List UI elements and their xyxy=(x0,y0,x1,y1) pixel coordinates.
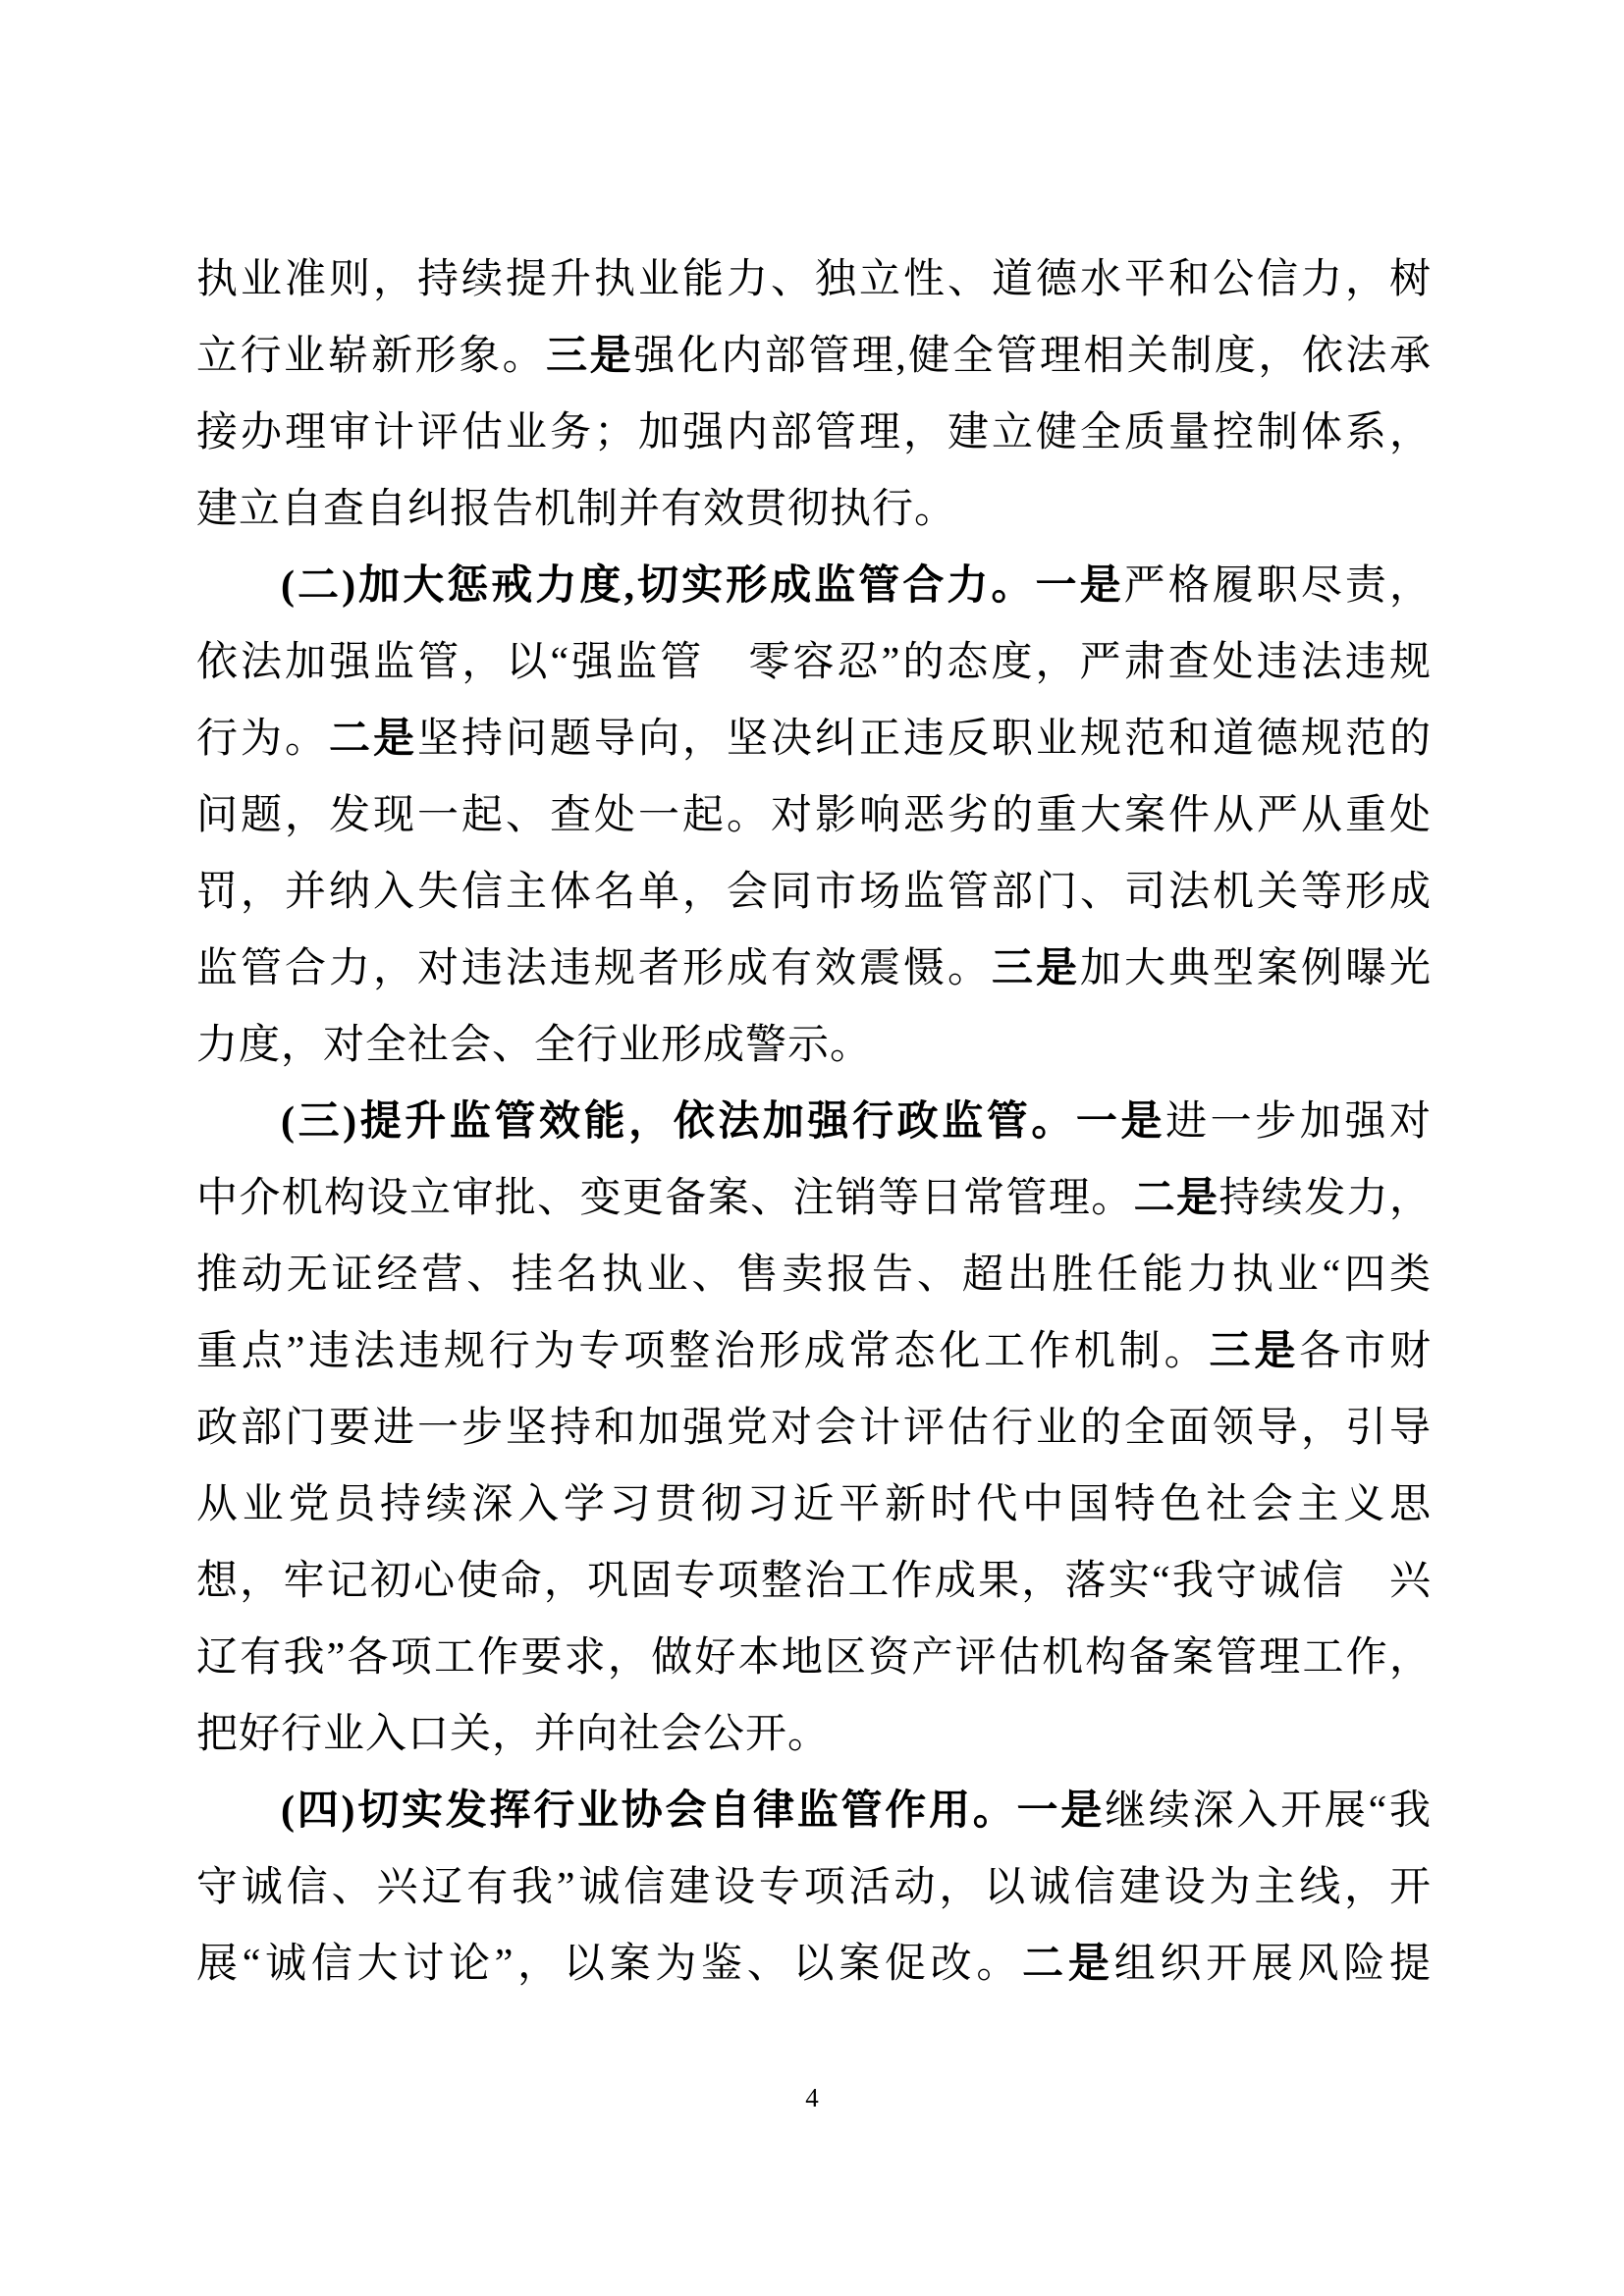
text-segment: 罚，并纳入失信主体名单，会同市场监管部门、司法机关等形成 xyxy=(196,870,1432,915)
text-segment: 想，牢记初心使命，巩固专项整治工作成果，落实“我守诚信 兴 xyxy=(196,1559,1432,1604)
text-segment: 问题，发现一起、查处一起。对影响恶劣的重大案件从严从重处 xyxy=(196,793,1432,838)
text-line-17 xyxy=(196,1467,1432,1543)
text-segment: 各市财 xyxy=(1299,1329,1432,1374)
text-segment: 立行业崭新形象。 xyxy=(196,334,547,379)
text-line-14 xyxy=(196,1237,1432,1313)
text-segment: 进一步加强对 xyxy=(1165,1099,1432,1145)
text-segment: 把好行业入口关，并向社会公开。 xyxy=(196,1712,831,1757)
bold-text-segment: 三是 xyxy=(546,334,634,379)
text-segment: 持续发力， xyxy=(1218,1176,1432,1221)
bold-text-segment: (三)提升监管效能，依法加强行政监管。一是 xyxy=(281,1099,1166,1145)
text-segment: 辽有我”各项工作要求，做好本地区资产评估机构备案管理工作， xyxy=(196,1635,1432,1681)
text-segment: 行为。 xyxy=(196,717,329,762)
text-segment: 政部门要进一步坚持和加强党对会计评估行业的全面领导，引导 xyxy=(196,1406,1432,1451)
document-body xyxy=(196,241,1432,2002)
text-line-6 xyxy=(196,624,1432,701)
text-line-23 xyxy=(196,1926,1432,2002)
text-line-5 xyxy=(196,548,1432,624)
text-line-3 xyxy=(196,395,1432,471)
text-line-10 xyxy=(196,931,1432,1007)
text-line-12 xyxy=(196,1084,1432,1160)
text-line-4 xyxy=(196,471,1432,548)
bold-text-segment: 三是 xyxy=(1209,1329,1300,1374)
text-segment: 组织开展风险提 xyxy=(1113,1942,1432,1987)
text-segment: 推动无证经营、挂名执业、售卖报告、超出胜任能力执业“四类 xyxy=(196,1253,1432,1298)
text-segment: 继续深入开展“我 xyxy=(1105,1789,1432,1834)
bold-text-segment: 三是 xyxy=(991,946,1080,991)
text-line-1 xyxy=(196,241,1432,318)
text-line-19 xyxy=(196,1620,1432,1696)
text-segment: 严格履职尽责， xyxy=(1123,563,1432,609)
bold-text-segment: 二是 xyxy=(1022,1942,1114,1987)
page-number: 4 xyxy=(805,2083,819,2112)
bold-text-segment: 二是 xyxy=(1133,1176,1219,1221)
text-line-16 xyxy=(196,1390,1432,1467)
text-segment: 监管合力，对违法违规者形成有效震慑。 xyxy=(196,946,992,991)
text-segment: 接办理审计评估业务；加强内部管理，建立健全质量控制体系， xyxy=(196,410,1432,455)
text-segment: 执业准则，持续提升执业能力、独立性、道德水平和公信力，树 xyxy=(196,257,1432,302)
text-line-20 xyxy=(196,1696,1432,1773)
text-line-9 xyxy=(196,854,1432,931)
text-line-15 xyxy=(196,1313,1432,1390)
bold-text-segment: 二是 xyxy=(329,717,417,762)
text-segment: 强化内部管理,健全管理相关制度，依法承 xyxy=(633,334,1432,379)
bold-text-segment: (二)加大惩戒力度,切实形成监管合力。一是 xyxy=(281,563,1124,609)
text-segment: 依法加强监管，以“强监管 零容忍”的态度，严肃查处违法违规 xyxy=(196,640,1432,685)
text-segment: 加大典型案例曝光 xyxy=(1079,946,1432,991)
text-line-8 xyxy=(196,777,1432,854)
text-segment: 中介机构设立审批、变更备案、注销等日常管理。 xyxy=(196,1176,1134,1221)
text-segment: 力度，对全社会、全行业形成警示。 xyxy=(196,1023,873,1068)
text-line-7 xyxy=(196,701,1432,777)
text-line-22 xyxy=(196,1849,1432,1926)
text-line-18 xyxy=(196,1543,1432,1620)
text-segment: 坚持问题导向，坚决纠正违反职业规范和道德规范的 xyxy=(417,717,1432,762)
text-line-11 xyxy=(196,1007,1432,1084)
bold-text-segment: (四)切实发挥行业协会自律监管作用。一是 xyxy=(281,1789,1106,1834)
text-line-2 xyxy=(196,318,1432,395)
text-segment: 展“诚信大讨论”，以案为鉴、以案促改。 xyxy=(196,1942,1023,1987)
text-segment: 从业党员持续深入学习贯彻习近平新时代中国特色社会主义思 xyxy=(196,1482,1432,1527)
text-segment: 重点”违法违规行为专项整治形成常态化工作机制。 xyxy=(196,1329,1210,1374)
text-line-21 xyxy=(196,1773,1432,1849)
text-line-13 xyxy=(196,1160,1432,1237)
text-segment: 守诚信、兴辽有我”诚信建设专项活动，以诚信建设为主线，开 xyxy=(196,1865,1432,1910)
text-segment: 建立自查自纠报告机制并有效贯彻执行。 xyxy=(196,487,957,532)
